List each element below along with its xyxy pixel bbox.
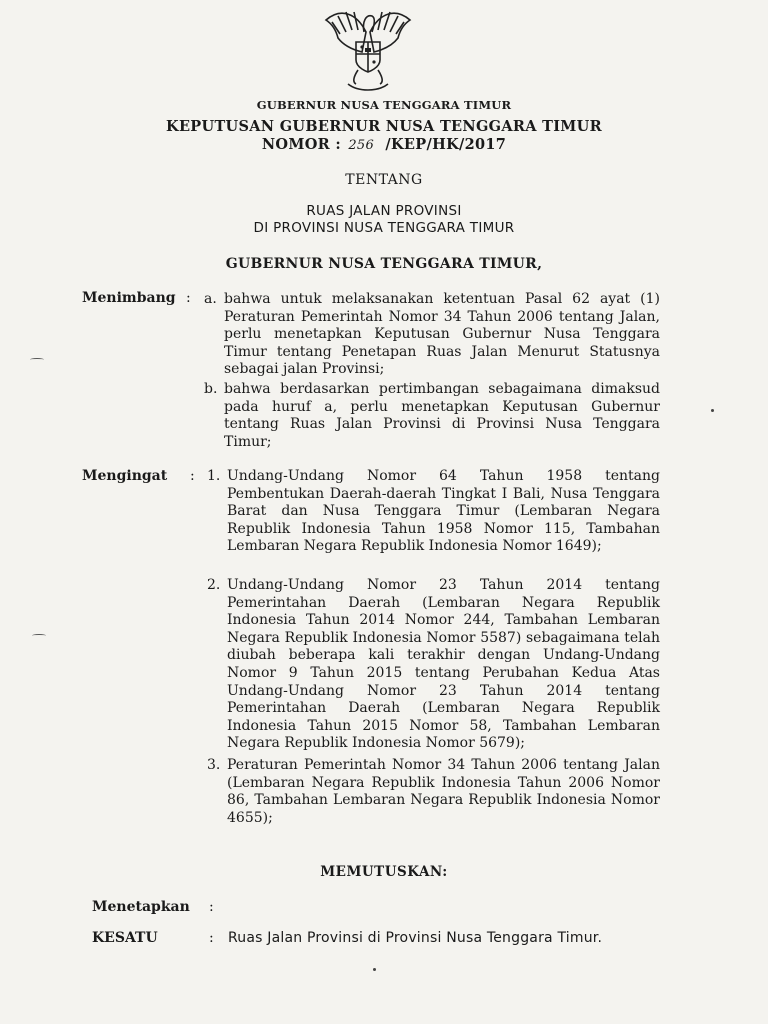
mengingat-colon: : (190, 468, 195, 484)
scan-mark (32, 634, 46, 637)
scan-speck (373, 968, 376, 971)
garuda-emblem-icon (318, 2, 418, 94)
number-prefix: NOMOR : (261, 136, 341, 153)
mengingat-item-3 (207, 757, 660, 827)
number-suffix: /KEP/HK/2017 (385, 136, 507, 153)
kesatu-label: KESATU (92, 930, 158, 946)
item-marker: b. (204, 381, 218, 397)
menimbang-label: Menimbang (82, 290, 176, 306)
menetapkan-label: Menetapkan (92, 899, 190, 915)
item-text: Undang-Undang Nomor 64 Tahun 1958 tentang Pembentukan Daerah-daerah Tingkat I Bali, Nusa Tenggara Barat dan Nusa Tenggara Timur (Lembaran Negara Republik Indonesia Tahun 1958 Nomor 115, Tambahan Lembaran Negara Republik Indonesia Nomor 1649); (227, 468, 660, 555)
kesatu-colon: : (209, 930, 214, 946)
mengingat-label: Mengingat (82, 468, 168, 484)
about-heading: TENTANG (345, 172, 423, 188)
menimbang-item-a (204, 291, 660, 379)
decree-title: KEPUTUSAN GUBERNUR NUSA TENGGARA TIMUR (166, 118, 602, 135)
subject-line-2: DI PROVINSI NUSA TENGGARA TIMUR (253, 220, 515, 236)
item-marker: 1. (207, 468, 221, 484)
kesatu-text: Ruas Jalan Provinsi di Provinsi Nusa Tenggara Timur. (228, 930, 603, 946)
item-marker: 3. (207, 757, 221, 773)
mengingat-item-2 (207, 577, 660, 753)
menimbang-colon: : (186, 290, 191, 306)
subject-line-1: RUAS JALAN PROVINSI (306, 203, 462, 219)
item-marker: a. (204, 291, 217, 307)
governor-heading-small: GUBERNUR NUSA TENGGARA TIMUR (256, 98, 512, 112)
menimbang-item-b (204, 381, 660, 451)
decree-number (0, 136, 768, 153)
item-text: bahwa berdasarkan pertimbangan sebagaimana dimaksud pada huruf a, perlu menetapkan Keputusan Gubernur tentang Ruas Jalan Provinsi di Provinsi Nusa Tenggara Timur; (224, 381, 660, 450)
number-value: 256 (348, 138, 375, 153)
item-text: Undang-Undang Nomor 23 Tahun 2014 tentang Pemerintahan Daerah (Lembaran Negara Republik Indonesia Tahun 2014 Nomor 244, Tambahan Lembaran Negara Republik Indonesia Nomor 5587) sebagaimana telah diubah beberapa kali terakhir dengan Undang-Undang Nomor 9 Tahun 2015 tentang Perubahan Kedua Atas Undang-Undang Nomor 23 Tahun 2014 tentang Pemerintahan Daerah (Lembaran Negara Republik Indonesia Tahun 2015 Nomor 58, Tambahan Lembaran Negara Republik Indonesia Nomor 5679); (227, 577, 660, 752)
memutuskan-heading: MEMUTUSKAN: (320, 864, 448, 880)
governor-title: GUBERNUR NUSA TENGGARA TIMUR, (225, 256, 543, 272)
item-text: bahwa untuk melaksanakan ketentuan Pasal 62 ayat (1) Peraturan Pemerintah Nomor 34 Tahun 2006 tentang Jalan, perlu menetapkan Keputusan Gubernur Nusa Tenggara Timur tentang Penetapan Ruas Jalan Menurut Statusnya sebagai jalan Provinsi; (224, 291, 660, 378)
item-text: Peraturan Pemerintah Nomor 34 Tahun 2006 tentang Jalan (Lembaran Negara Republik Indonesia Tahun 2006 Nomor 86, Tambahan Lembaran Negara Republik Indonesia Nomor 4655); (227, 757, 660, 826)
menetapkan-colon: : (209, 899, 214, 915)
mengingat-item-1 (207, 468, 660, 556)
item-marker: 2. (207, 577, 221, 593)
scan-speck (711, 409, 714, 412)
scan-mark (30, 358, 44, 361)
